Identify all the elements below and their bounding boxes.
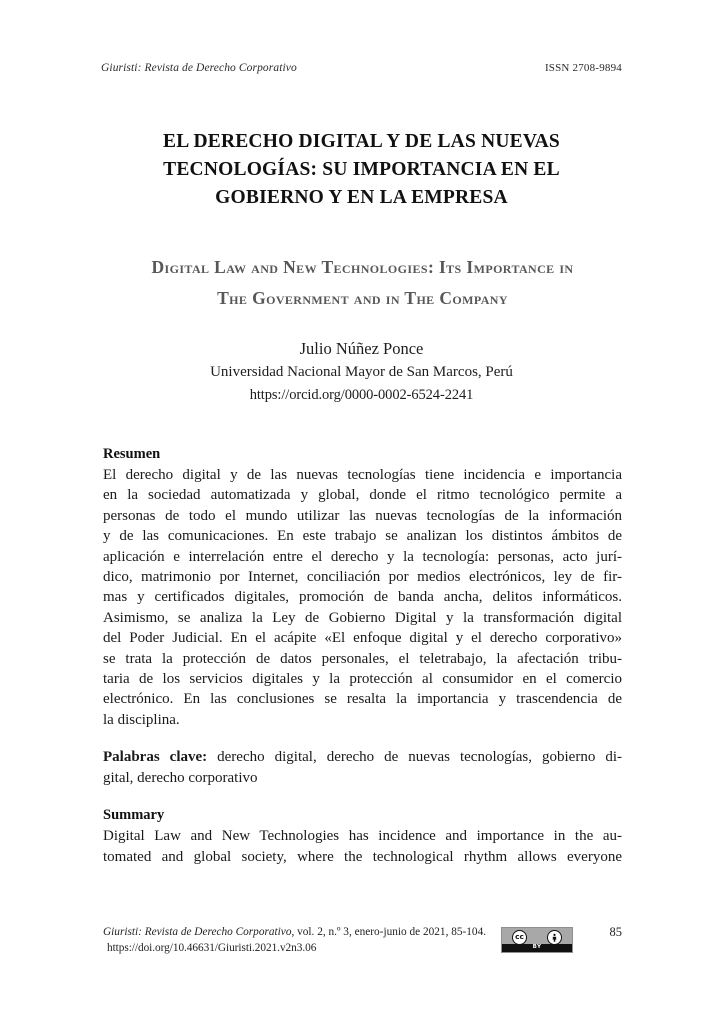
author-block xyxy=(101,337,622,407)
abstract-line: Asimismo, se analiza la Ley de Gobierno Digital y la transformación digital xyxy=(103,609,622,626)
footer-journal-title: Giuristi: Revista de Derecho Corporativo xyxy=(103,926,292,938)
paragraph-spacer xyxy=(103,788,622,805)
summary-heading: Summary xyxy=(103,807,165,824)
keywords-text-line-1: derecho digital, derecho de nuevas tecnologías, gobierno di- xyxy=(207,749,622,766)
abstract-line: la disciplina. xyxy=(103,711,180,728)
abstract-line: y de las comunicaciones. En este trabajo se analizan los distintos ámbitos de xyxy=(103,528,622,545)
author-orcid-link[interactable]: https://orcid.org/0000-0002-6524-2241 xyxy=(249,387,474,403)
footer-citation-details: , vol. 2, n.º 3, enero-junio de 2021, 85-104. xyxy=(291,926,487,938)
abstract-line: del Poder Judicial. En el acápite «El enfoque digital y el derecho corporativo» xyxy=(103,630,622,647)
summary-line: tomated and global society, where the technological rhythm allows everyone xyxy=(103,848,622,865)
abstract-line: aplicación e interrelación entre el derecho y la tecnología: personas, acto jurí- xyxy=(103,548,622,565)
abstract-line: electrónico. En las conclusiones se resalta la importancia y trascendencia de xyxy=(103,691,622,708)
abstract-line: mas y certificados digitales, promoción de banda ancha, delitos informáticos. xyxy=(103,589,622,606)
abstract-line: se trata la protección de datos personales, el teletrabajo, la afectación tribu- xyxy=(103,650,622,667)
abstract-heading: Resumen xyxy=(103,446,161,462)
summary-line: Digital Law and New Technologies has incidence and importance in the au- xyxy=(103,828,622,845)
article-subtitle-line-1: Digital Law and New Technologies: Its Importance in xyxy=(151,257,574,277)
running-head-journal-title: Giuristi: Revista de Derecho Corporativo xyxy=(101,62,297,74)
article-subtitle-block xyxy=(96,252,629,314)
running-head xyxy=(101,62,622,74)
abstract-line: personas de todo el mundo utilizar las nuevas tecnologías de la información xyxy=(103,507,622,524)
license-by-label: BY xyxy=(502,944,572,952)
article-subtitle xyxy=(96,252,629,314)
article-title-line-3: GOBIERNO Y EN LA EMPRESA xyxy=(215,187,508,208)
summary-paragraph xyxy=(103,826,622,867)
page-footer xyxy=(103,925,622,973)
running-head-issn: ISSN 2708-9894 xyxy=(544,62,622,74)
abstract-line: dico, matrimonio por Internet, conciliación por medios electrónicos, ley de fir- xyxy=(103,569,622,586)
keywords-label: Palabras clave: xyxy=(103,749,208,766)
article-body xyxy=(103,444,622,867)
article-subtitle-line-2: The Government and in The Company xyxy=(217,288,508,308)
keywords-text-line-2: gital, derecho corporativo xyxy=(103,769,258,786)
abstract-line: en la sociedad automatizada y global, donde el ritmo tecnológico permite a xyxy=(103,487,622,504)
creative-commons-icon: cc xyxy=(512,930,527,945)
footer-doi-link[interactable]: https://doi.org/10.46631/Giuristi.2021.v2n3.06 xyxy=(107,941,317,954)
footer-citation xyxy=(103,925,486,956)
author-affiliation: Universidad Nacional Mayor de San Marcos, Perú xyxy=(210,364,513,380)
attribution-person-icon xyxy=(547,930,562,945)
paragraph-spacer xyxy=(103,730,622,747)
abstract-paragraph xyxy=(103,465,622,730)
abstract-line: El derecho digital y de las nuevas tecnologías tiene incidencia e importancia xyxy=(103,467,622,483)
creative-commons-license-badge[interactable] xyxy=(501,927,573,953)
keywords-paragraph xyxy=(103,747,622,788)
article-title-line-2: TECNOLOGÍAS: SU IMPORTANCIA EN EL xyxy=(163,159,560,180)
article-title-line-1: EL DERECHO DIGITAL Y DE LAS NUEVAS xyxy=(163,131,560,152)
article-title-block xyxy=(101,128,622,212)
abstract-line: taria de los servicios digitales y la protección al consumidor en el comercio xyxy=(103,671,622,688)
author-name: Julio Núñez Ponce xyxy=(299,339,424,358)
keywords-line xyxy=(103,747,622,767)
page-title xyxy=(101,128,622,212)
page-number: 85 xyxy=(609,925,622,939)
